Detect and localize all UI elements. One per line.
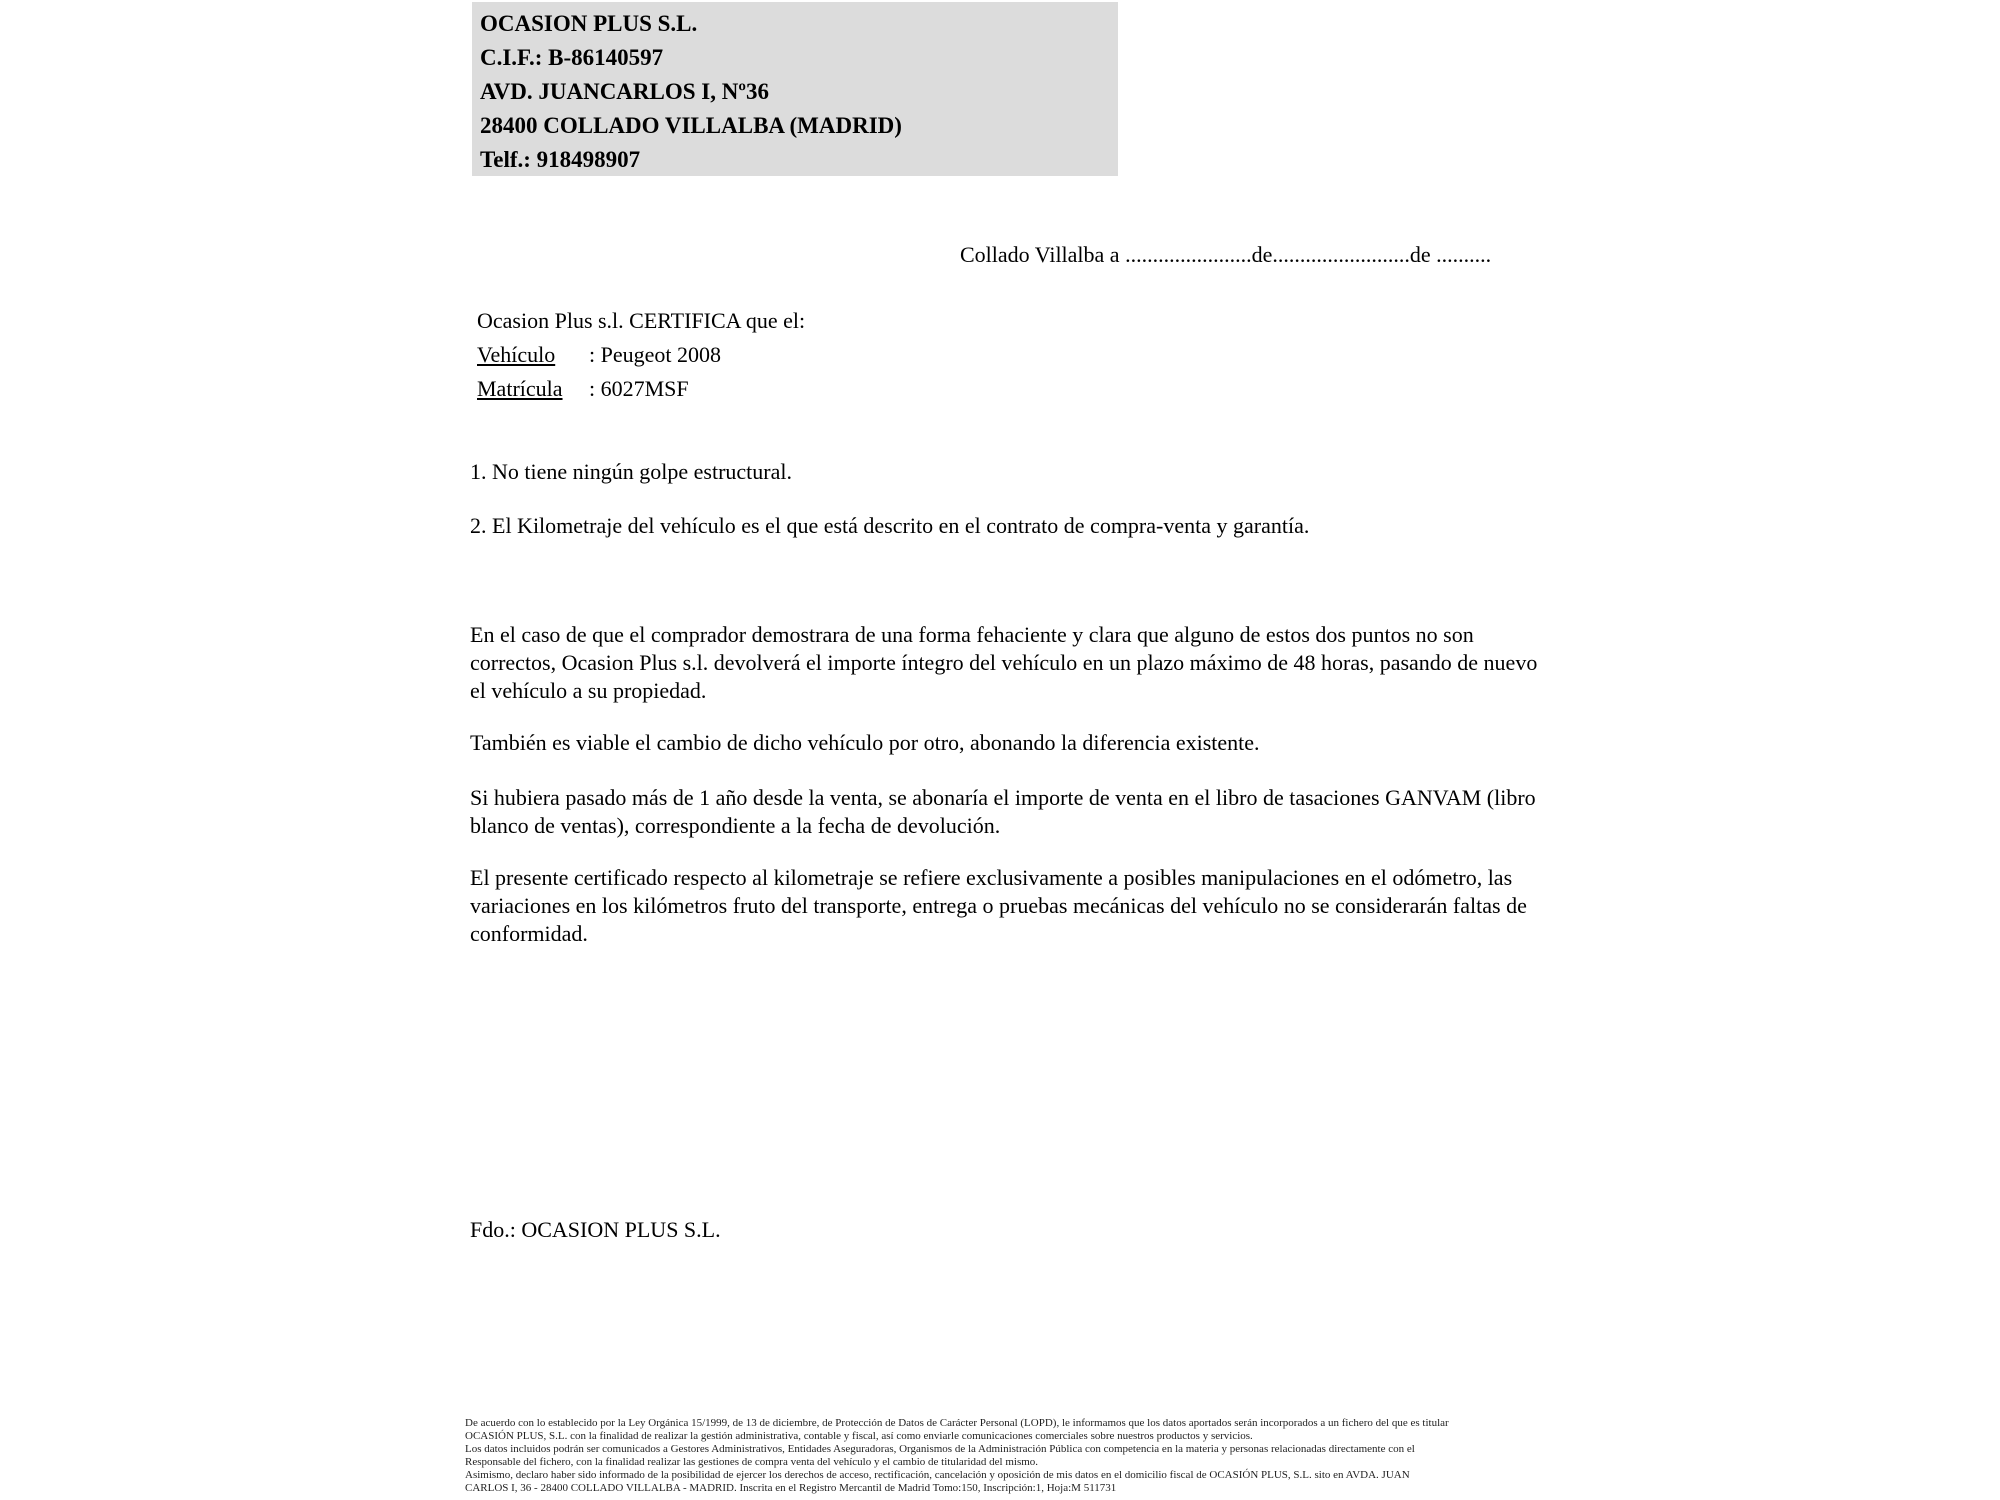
paragraph-odometer-disclaimer: El presente certificado respecto al kilometraje se refiere exclusivamente a posibles manipulaciones en el odómetro, las variaciones en los kilómetros fruto del transporte, entrega o pruebas mecánicas del vehículo no se considerarán faltas de conformidad. — [470, 865, 1527, 946]
legal-footer-line: CARLOS I, 36 - 28400 COLLADO VILLALBA - MADRID. Inscrita en el Registro Mercantil de Madrid Tomo:150, Inscripción:1, Hoja:M 511731 — [465, 1482, 1117, 1494]
legal-footer-line: Responsable del fichero, con la finalidad realizar las gestiones de compra venta del vehículo y el cambio de titularidad del mismo. — [465, 1456, 1039, 1468]
paragraph-exchange-option: También es viable el cambio de dicho vehículo por otro, abonando la diferencia existente. — [470, 730, 1260, 755]
company-cif: C.I.F.: B-86140597 — [480, 45, 664, 70]
certification-block — [477, 304, 805, 406]
company-phone: Telf.: 918498907 — [480, 147, 641, 172]
certified-point-2: 2. El Kilometraje del vehículo es el que está descrito en el contrato de compra-venta y garantía. — [470, 513, 1310, 538]
paragraph-refund-policy: En el caso de que el comprador demostrara de una forma fehaciente y clara que alguno de estos dos puntos no son correctos, Ocasion Plus s.l. devolverá el importe íntegro del vehículo en un plazo máximo de 48 horas, pasando de nuevo el vehículo a su propiedad. — [470, 622, 1538, 703]
legal-footer-block — [465, 1417, 1575, 1495]
plate-field — [477, 372, 805, 406]
signature-line: Fdo.: OCASION PLUS S.L. — [470, 1217, 721, 1242]
paragraph-ganvam-valuation: Si hubiera pasado más de 1 año desde la venta, se abonaría el importe de venta en el libro de tasaciones GANVAM (libro blanco de ventas), correspondiente a la fecha de devolución. — [470, 785, 1536, 838]
plate-value: : 6027MSF — [589, 376, 689, 401]
date-line: Collado Villalba a .......................de.........................de .......... — [960, 242, 1492, 267]
vehicle-field — [477, 338, 805, 372]
legal-footer-line: OCASIÓN PLUS, S.L. con la finalidad de realizar la gestión administrativa, contable y fiscal, así como enviarle comunicaciones comerciales sobre nuestros productos y servicios. — [465, 1430, 1253, 1442]
legal-footer-line: De acuerdo con lo establecido por la Ley Orgánica 15/1999, de 13 de diciembre, de Protección de Datos de Carácter Personal (LOPD), le informamos que los datos aportados serán incorporados a un fichero del que es titular — [465, 1417, 1449, 1429]
legal-footer-line: Los datos incluidos podrán ser comunicados a Gestores Administrativos, Entidades Aseguradoras, Organismos de la Administración Pública con competencia en la materia y personas relacionadas directamente con el — [465, 1443, 1415, 1455]
vehicle-value: : Peugeot 2008 — [589, 342, 721, 367]
company-name: OCASION PLUS S.L. — [480, 11, 698, 36]
plate-label: Matrícula — [477, 376, 563, 401]
company-address: AVD. JUANCARLOS I, Nº36 — [480, 79, 769, 104]
certification-intro: Ocasion Plus s.l. CERTIFICA que el: — [477, 308, 806, 333]
company-header-block — [472, 2, 1118, 176]
company-city: 28400 COLLADO VILLALBA (MADRID) — [480, 113, 902, 138]
vehicle-label: Vehículo — [477, 342, 556, 367]
certified-point-1: 1. No tiene ningún golpe estructural. — [470, 459, 792, 484]
legal-footer-line: Asimismo, declaro haber sido informado de la posibilidad de ejercer los derechos de acceso, rectificación, cancelación y oposición de mis datos en el domicilio fiscal de OCASIÓN PLUS, S.L. sito en AVDA. JUAN — [465, 1469, 1410, 1481]
